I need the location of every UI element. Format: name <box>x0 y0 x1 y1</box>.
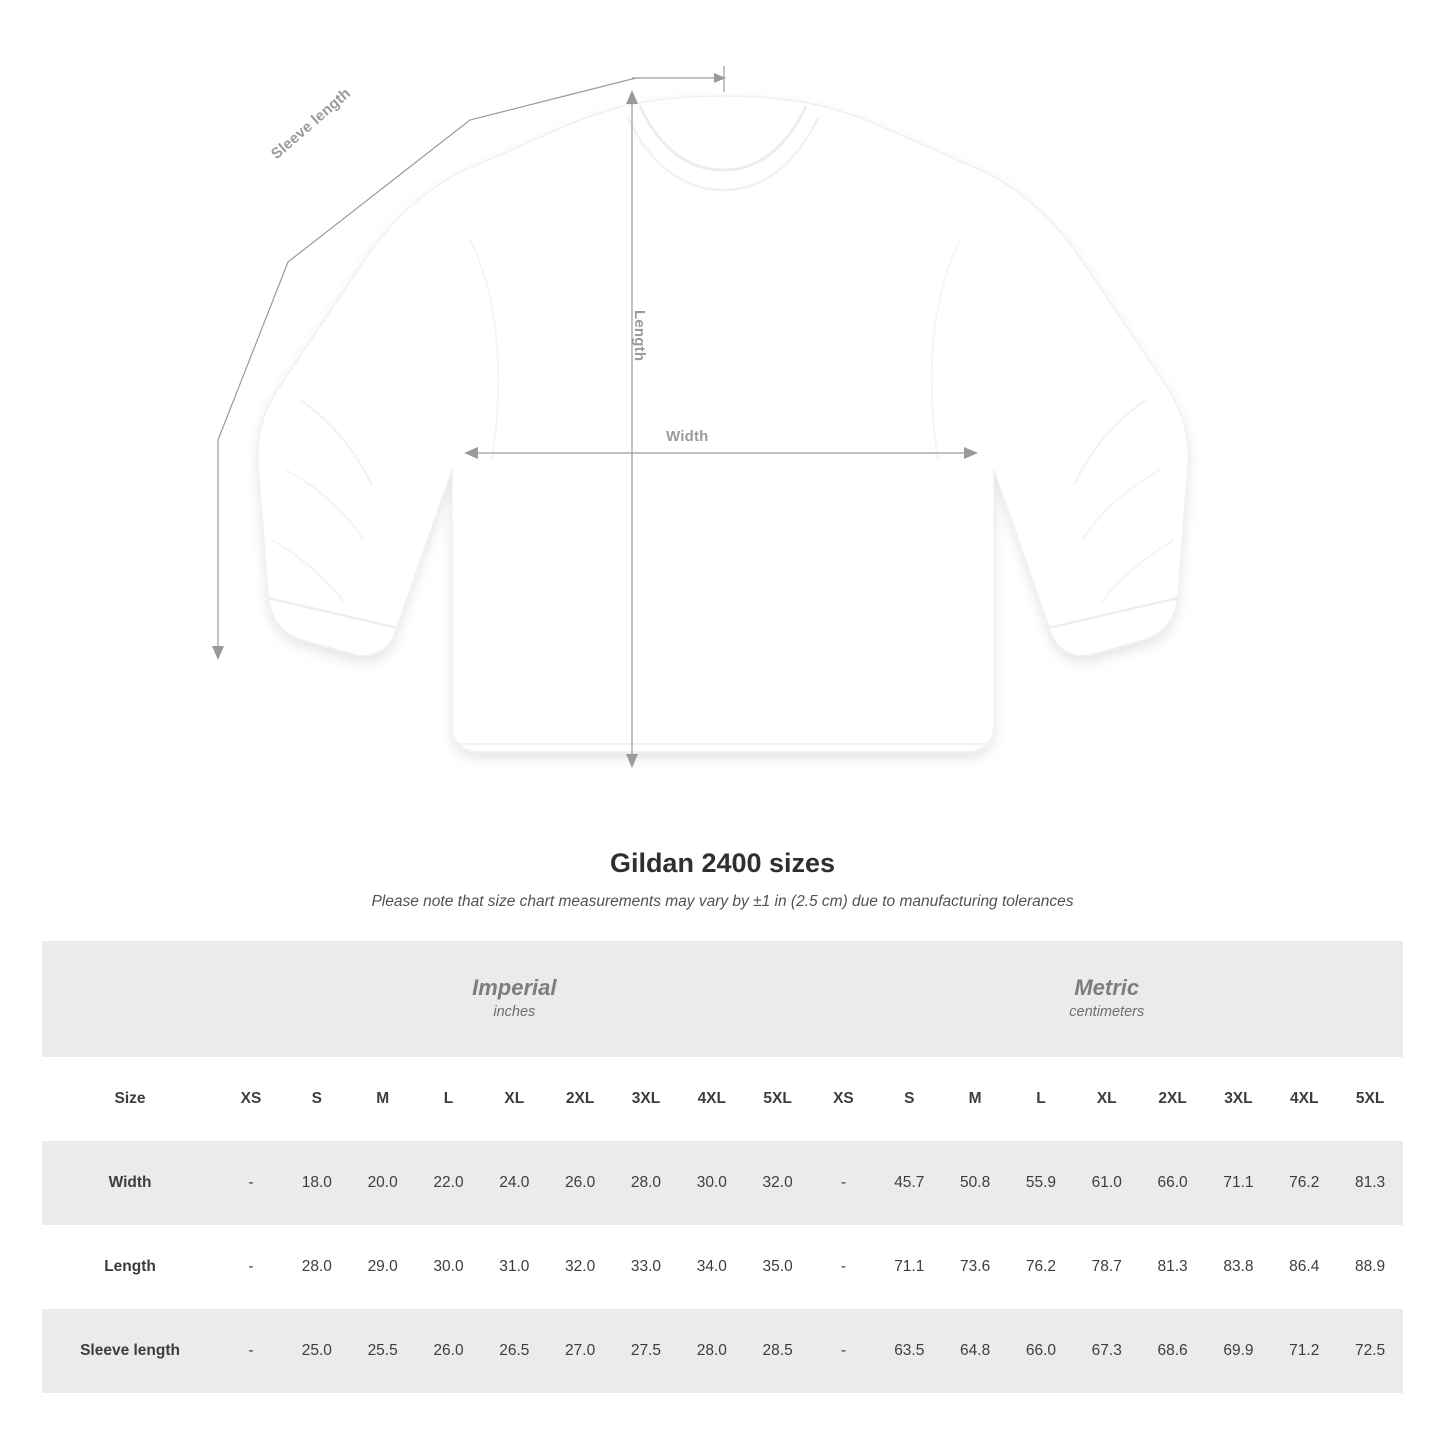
cell-width-metric-m: 50.8 <box>960 1174 991 1191</box>
cell-sleeve-imperial-4xl: 28.0 <box>696 1342 727 1359</box>
metric-unit-name: Metric <box>1074 975 1140 1001</box>
cell-length-metric-s: 71.1 <box>894 1258 925 1275</box>
cell-length-metric-xl: 78.7 <box>1091 1258 1122 1275</box>
cell-width-imperial-s: 18.0 <box>301 1174 332 1191</box>
col-header-imperial-l: L <box>443 1090 454 1107</box>
size-header-row <box>42 1057 1403 1141</box>
cell-sleeve-metric-xl: 67.3 <box>1091 1342 1122 1359</box>
cell-sleeve-metric-l: 66.0 <box>1025 1342 1057 1359</box>
cell-sleeve-metric-2xl: 68.6 <box>1157 1342 1188 1359</box>
row-label-length: Length <box>104 1258 156 1275</box>
page-title: Gildan 2400 sizes <box>609 848 836 878</box>
cell-sleeve-metric-m: 64.8 <box>960 1342 991 1359</box>
tolerance-note: Please note that size chart measurements may vary by ±1 in (2.5 cm) due to manufacturing tolerances <box>371 893 1074 910</box>
table-row <box>42 1225 1403 1309</box>
col-header-metric-3xl: 3XL <box>1224 1090 1253 1107</box>
cell-width-imperial-5xl: 32.0 <box>762 1174 793 1191</box>
cell-width-metric-s: 45.7 <box>894 1174 925 1191</box>
col-header-metric-5xl: 5XL <box>1355 1090 1385 1107</box>
cell-width-metric-3xl: 71.1 <box>1223 1174 1254 1191</box>
col-header-metric-xs: XS <box>833 1090 854 1107</box>
col-header-imperial-xl: XL <box>504 1090 525 1107</box>
cell-length-imperial-l: 30.0 <box>433 1258 464 1275</box>
table-row <box>42 1141 1403 1225</box>
cell-length-imperial-xl: 31.0 <box>499 1258 530 1275</box>
cell-length-metric-2xl: 81.3 <box>1157 1258 1188 1275</box>
imperial-unit-header <box>218 941 810 1057</box>
cell-sleeve-metric-5xl: 72.5 <box>1354 1342 1386 1359</box>
row-label-sleeve-length: Sleeve length <box>80 1342 180 1359</box>
cell-length-imperial-m: 29.0 <box>367 1258 398 1275</box>
sleeve-length-dimension-label: Sleeve length <box>268 84 355 163</box>
size-chart-table <box>42 941 1403 1393</box>
cell-sleeve-imperial-m: 25.5 <box>367 1342 398 1359</box>
cell-length-imperial-5xl: 35.0 <box>762 1258 793 1275</box>
cell-length-metric-5xl: 88.9 <box>1354 1258 1386 1275</box>
cell-sleeve-metric-4xl: 71.2 <box>1289 1342 1320 1359</box>
cell-sleeve-metric-s: 63.5 <box>894 1342 925 1359</box>
title-block <box>0 848 1445 911</box>
cell-width-imperial-m: 20.0 <box>367 1174 398 1191</box>
cell-width-imperial-2xl: 26.0 <box>565 1174 596 1191</box>
cell-sleeve-imperial-3xl: 27.5 <box>630 1342 662 1359</box>
cell-sleeve-imperial-xs: - <box>248 1342 254 1359</box>
cell-sleeve-imperial-s: 25.0 <box>301 1342 332 1359</box>
cell-sleeve-imperial-xl: 26.5 <box>499 1342 530 1359</box>
col-header-imperial-5xl: 5XL <box>763 1090 792 1107</box>
col-header-imperial-3xl: 3XL <box>631 1090 661 1107</box>
cell-length-metric-l: 76.2 <box>1025 1258 1057 1275</box>
length-dimension-label: Length <box>631 310 648 362</box>
cell-sleeve-imperial-l: 26.0 <box>433 1342 464 1359</box>
cell-length-imperial-4xl: 34.0 <box>696 1258 727 1275</box>
cell-sleeve-imperial-5xl: 28.5 <box>762 1342 793 1359</box>
cell-length-imperial-s: 28.0 <box>301 1258 332 1275</box>
size-chart-table-wrap <box>42 941 1403 1393</box>
cell-width-metric-5xl: 81.3 <box>1354 1174 1386 1191</box>
cell-sleeve-metric-3xl: 69.9 <box>1223 1342 1254 1359</box>
unit-header-row <box>42 941 1403 1057</box>
size-header-label: Size <box>114 1090 146 1107</box>
cell-width-metric-xl: 61.0 <box>1091 1174 1122 1191</box>
col-header-metric-m: M <box>968 1090 982 1107</box>
metric-unit-header <box>811 941 1403 1057</box>
metric-unit-sub: centimeters <box>1069 1003 1145 1020</box>
cell-width-metric-xs: - <box>840 1174 847 1191</box>
imperial-unit-name: Imperial <box>472 975 557 1001</box>
col-header-metric-l: L <box>1036 1090 1046 1107</box>
col-header-metric-xl: XL <box>1096 1090 1117 1107</box>
cell-width-imperial-4xl: 30.0 <box>696 1174 727 1191</box>
col-header-metric-2xl: 2XL <box>1158 1090 1187 1107</box>
imperial-unit-sub: inches <box>493 1003 536 1020</box>
cell-width-metric-4xl: 76.2 <box>1289 1174 1320 1191</box>
col-header-imperial-xs: XS <box>240 1090 262 1107</box>
unit-header-spacer <box>42 941 218 1057</box>
cell-length-imperial-xs: - <box>248 1258 254 1275</box>
cell-width-metric-2xl: 66.0 <box>1157 1174 1188 1191</box>
cell-length-metric-4xl: 86.4 <box>1289 1258 1320 1275</box>
cell-length-metric-m: 73.6 <box>960 1258 991 1275</box>
cell-width-imperial-xs: - <box>248 1174 254 1191</box>
col-header-imperial-4xl: 4XL <box>697 1090 726 1107</box>
cell-length-metric-xs: - <box>840 1258 847 1275</box>
col-header-imperial-s: S <box>311 1090 322 1107</box>
width-dimension-label: Width <box>666 428 709 445</box>
cell-width-imperial-l: 22.0 <box>433 1174 464 1191</box>
cell-sleeve-metric-xs: - <box>840 1342 847 1359</box>
cell-length-imperial-3xl: 33.0 <box>630 1258 662 1275</box>
row-label-width: Width <box>108 1174 152 1191</box>
table-row <box>42 1309 1403 1393</box>
cell-length-metric-3xl: 83.8 <box>1223 1258 1254 1275</box>
col-header-imperial-2xl: 2XL <box>565 1090 595 1107</box>
cell-width-imperial-3xl: 28.0 <box>630 1174 662 1191</box>
cell-width-metric-l: 55.9 <box>1025 1174 1057 1191</box>
col-header-imperial-m: M <box>376 1090 390 1107</box>
cell-width-imperial-xl: 24.0 <box>499 1174 530 1191</box>
cell-sleeve-imperial-2xl: 27.0 <box>565 1342 596 1359</box>
col-header-metric-4xl: 4XL <box>1290 1090 1319 1107</box>
cell-length-imperial-2xl: 32.0 <box>565 1258 596 1275</box>
col-header-metric-s: S <box>904 1090 915 1107</box>
